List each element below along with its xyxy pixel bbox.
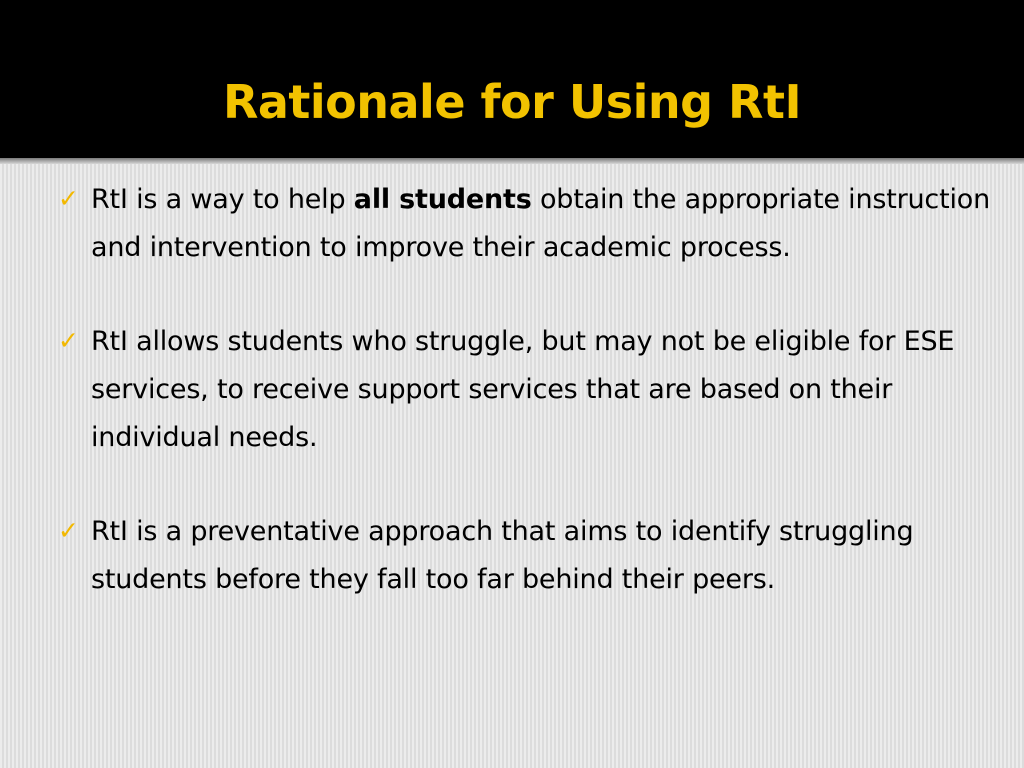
bullet-list bbox=[58, 176, 1008, 604]
slide-title: Rationale for Using RtI bbox=[222, 75, 802, 129]
bullet-item bbox=[58, 508, 1008, 604]
check-icon: ✓ bbox=[58, 184, 79, 213]
bullet-text: RtI is a way to help bbox=[91, 184, 354, 215]
check-icon: ✓ bbox=[58, 516, 79, 545]
bullet-text-continued: obtain the appropriate instruction and intervention to improve their academic process. bbox=[91, 184, 990, 263]
bullet-text: RtI is a preventative approach that aims to identify struggling students before they fall too far behind their peers. bbox=[91, 516, 914, 595]
bullet-item bbox=[58, 318, 1008, 462]
bullet-item bbox=[58, 176, 1008, 272]
check-icon: ✓ bbox=[58, 326, 79, 355]
bullet-text: RtI allows students who struggle, but may not be eligible for ESE services, to receive support services that are based on their individual needs. bbox=[91, 326, 955, 453]
title-bar-divider bbox=[0, 158, 1024, 164]
bullet-emphasis: all students bbox=[353, 184, 532, 215]
